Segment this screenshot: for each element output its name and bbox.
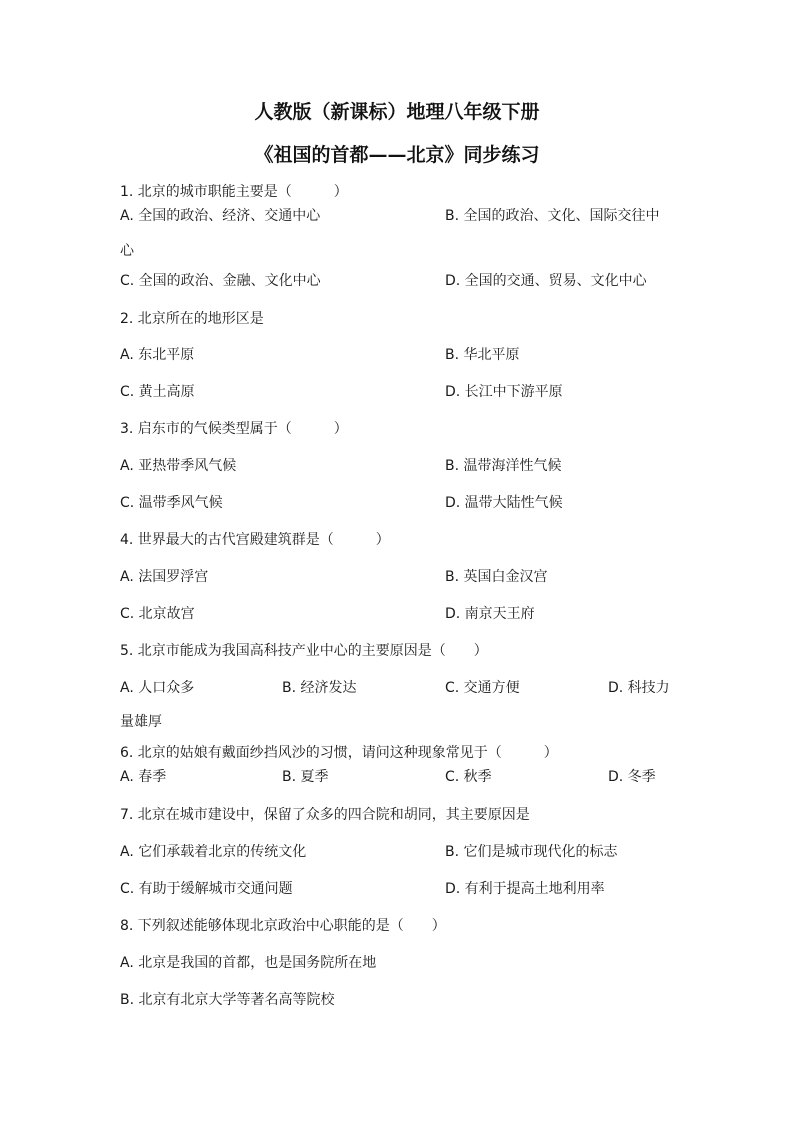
worksheet-subtitle: 《祖国的首都——北京》同步练习 xyxy=(254,144,540,166)
question-5-stem: 5. 北京市能成为我国高科技产业中心的主要原因是（ ） xyxy=(120,643,488,659)
question-6-option-c: C. 秋季 xyxy=(445,769,492,785)
question-7-option-a: A. 它们承载着北京的传统文化 xyxy=(120,844,307,860)
question-4-option-c: C. 北京故宫 xyxy=(120,606,195,622)
question-5-option-a: A. 人口众多 xyxy=(120,680,195,696)
question-8-option-b: B. 北京有北京大学等著名高等院校 xyxy=(120,992,335,1008)
question-6-option-d: D. 冬季 xyxy=(608,769,656,785)
question-3-option-b: B. 温带海洋性气候 xyxy=(445,458,562,474)
question-5-option-d: D. 科技力 xyxy=(608,680,670,696)
question-8-stem: 8. 下列叙述能够体现北京政治中心职能的是（ ） xyxy=(120,918,446,934)
question-1-stem: 1. 北京的城市职能主要是（ ） xyxy=(120,184,348,200)
question-1-option-a: A. 全国的政治、经济、交通中心 xyxy=(120,208,321,224)
question-2-option-a: A. 东北平原 xyxy=(120,347,195,363)
question-7-option-c: C. 有助于缓解城市交通问题 xyxy=(120,881,293,897)
question-4-option-d: D. 南京天王府 xyxy=(445,606,535,622)
question-4-option-a: A. 法国罗浮宫 xyxy=(120,569,209,585)
question-1-option-d: D. 全国的交通、贸易、文化中心 xyxy=(445,273,647,289)
question-2-stem: 2. 北京所在的地形区是 xyxy=(120,311,264,327)
question-6-option-b: B. 夏季 xyxy=(282,769,329,785)
question-3-option-a: A. 亚热带季风气候 xyxy=(120,458,237,474)
question-7-stem: 7. 北京在城市建设中，保留了众多的四合院和胡同，其主要原因是 xyxy=(120,807,530,823)
question-6-stem: 6. 北京的姑娘有戴面纱挡风沙的习惯，请问这种现象常见于（ ） xyxy=(120,745,558,761)
question-3-stem: 3. 启东市的气候类型属于（ ） xyxy=(120,421,348,437)
question-2-option-c: C. 黄土高原 xyxy=(120,384,195,400)
question-2-option-b: B. 华北平原 xyxy=(445,347,520,363)
worksheet-title: 人教版（新课标）地理八年级下册 xyxy=(254,101,540,123)
question-4-option-b: B. 英国白金汉宫 xyxy=(445,569,548,585)
question-8-option-a: A. 北京是我国的首都，也是国务院所在地 xyxy=(120,955,377,971)
question-2-option-d: D. 长江中下游平原 xyxy=(445,384,563,400)
question-5-option-c: C. 交通方便 xyxy=(445,680,520,696)
question-3-option-d: D. 温带大陆性气候 xyxy=(445,495,563,511)
question-5-option-b: B. 经济发达 xyxy=(282,680,357,696)
question-1-option-b: B. 全国的政治、文化、国际交往中 xyxy=(445,208,660,224)
question-7-option-b: B. 它们是城市现代化的标志 xyxy=(445,844,618,860)
question-1-option-b-continued: 心 xyxy=(120,243,134,259)
question-4-stem: 4. 世界最大的古代宫殿建筑群是（ ） xyxy=(120,532,390,548)
question-7-option-d: D. 有利于提高土地利用率 xyxy=(445,881,605,897)
question-6-option-a: A. 春季 xyxy=(120,769,167,785)
question-5-option-d-continued: 量雄厚 xyxy=(120,714,162,730)
question-1-option-c: C. 全国的政治、金融、文化中心 xyxy=(120,273,321,289)
question-3-option-c: C. 温带季风气候 xyxy=(120,495,223,511)
